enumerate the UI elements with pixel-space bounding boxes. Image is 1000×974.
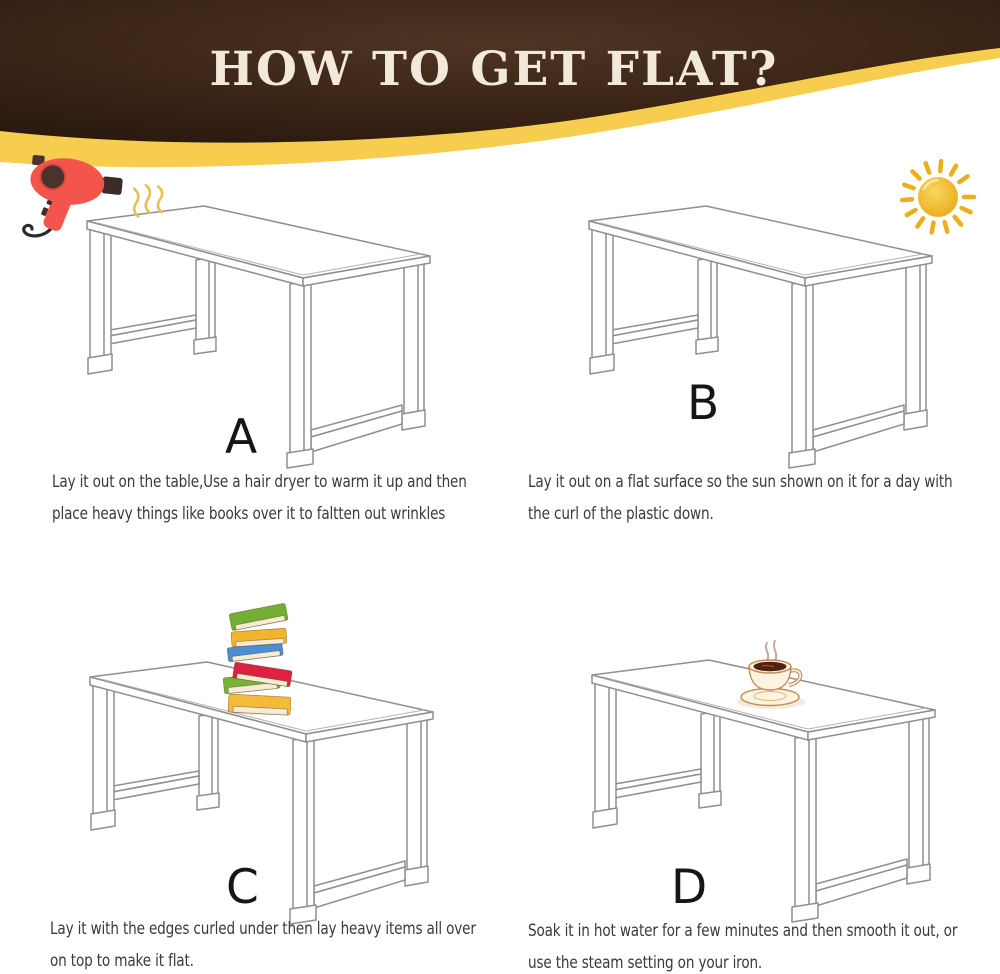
caption-b — [528, 466, 953, 530]
caption-d — [528, 915, 957, 974]
step-letter-d: D — [671, 860, 708, 915]
caption-line: use the steam setting on your iron. — [528, 953, 763, 973]
caption-line: Lay it with the edges curled under then lay heavy items all over — [50, 919, 476, 939]
table-illustration — [586, 202, 936, 472]
step-letter-c: C — [226, 860, 259, 915]
step-letter-a: A — [225, 410, 258, 465]
caption-a — [52, 466, 467, 530]
caption-c — [50, 913, 476, 974]
hair-dryer-icon — [12, 155, 187, 240]
coffee-cup-icon — [724, 640, 816, 712]
caption-line: the curl of the plastic down. — [528, 504, 714, 524]
caption-line: Soak it in hot water for a few minutes and then smooth it out, or — [528, 921, 958, 941]
caption-line: Lay it out on the table,Use a hair dryer to warm it up and then — [52, 472, 467, 492]
caption-line: place heavy things like books over it to faltten out wrinkles — [52, 504, 446, 524]
page-title: HOW TO GET FLAT? — [209, 42, 779, 98]
table-illustration — [84, 202, 434, 472]
books-icon — [221, 602, 303, 716]
caption-line: Lay it out on a flat surface so the sun shown on it for a day with — [528, 472, 953, 492]
sun-icon — [893, 158, 988, 240]
caption-line: on top to make it flat. — [50, 951, 194, 971]
step-letter-b: B — [687, 376, 720, 431]
heat-waves — [131, 183, 165, 217]
steam — [766, 641, 776, 661]
